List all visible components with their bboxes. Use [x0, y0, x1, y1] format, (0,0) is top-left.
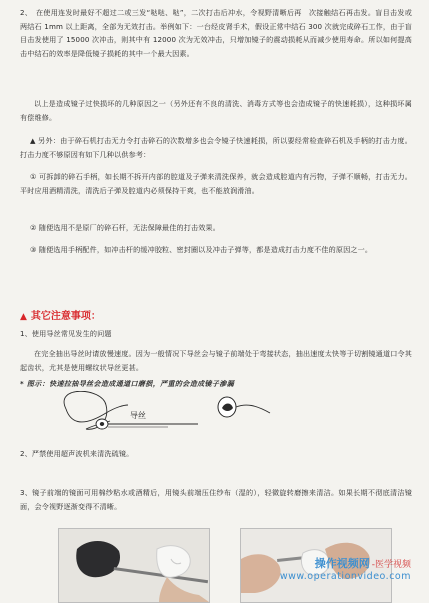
item3-text: 3、镜子前端的镜面可用棉纱粘水或酒精后，用镜头前端压住纱布（湿的），轻微旋转磨擦来清洁。如果长期不彻底清洁镜面，会令视野逐渐变得不清晰。 — [20, 488, 412, 511]
section-heading-other-precautions — [20, 307, 101, 322]
guidewire-diagram — [58, 391, 208, 453]
paragraph-burst-firing: 2、 在使用连发时最好不超过二或三发“哒哒、哒”，二次打击后冲水，令视野清晰后再 次接触结石再击发。盲目击发或两结石 1mm 以上距离，全部为无效打击。举例如下：一台经皮肾手术，假设正常中结石 300 次就完成碎石工作，由于盲目击发使用了 15000 次冲击，则其中有 12000 次为无效冲击，只增加镜子的震动损耗从而减少使用寿命。所以如何提高击中结石的效率是降低镜子损耗的其中一个最大因素。 — [20, 8, 412, 58]
figure-caption: * 图示：快速拉抽导丝会造成通道口磨损，严重的会造成镜子渗漏 — [20, 380, 235, 388]
watermark-url: www.operationvideo.com — [279, 571, 411, 582]
list-item-handpiece-cleaning: ① 可拆卸的碎石手柄，如长期不拆开内部的腔道及子弹来清洗保养，就会造成腔道内有污物，子弹不顺畅，打击无力。平时应用酒精清洗，清洗后子弹及腔道内必须保持干爽，也不能放润滑油。 — [20, 172, 412, 195]
section-title-text: 其它注意事项： — [30, 311, 101, 322]
item1-body: 在完全抽出导丝时请放慢速度。因为一般情况下导丝会与镜子前端处于弯接状态，抽出速度太快等于切割镜通道口令其起齿状，尤其是使用螺纹状导丝更甚。 — [20, 349, 412, 372]
watermark-brand-text: 操作视频网 — [314, 557, 370, 570]
triangle-icon: ▲ — [20, 312, 27, 322]
scope-tip-diagram — [212, 392, 282, 432]
item1-heading: 1、使用导丝常见发生的问题 — [20, 329, 112, 338]
item2-text: 2、严禁使用超声波机来清洗硫镜。 — [20, 449, 134, 458]
paragraph-summary: 以上是造成镜子过快损坏的几种原因之一（另外还有不良的清洗、消毒方式等也会造成镜子的快速耗损），这种损坏属有偿维修。 — [20, 99, 412, 122]
cleaning-photo-1-image — [59, 529, 209, 602]
list-item-non-original-probe: ② 随便选用不是原厂的碎石杆，无法保障最佳的打击效果。 — [30, 223, 221, 232]
watermark-sub: -医学视频 — [371, 560, 411, 570]
watermark — [280, 555, 411, 582]
guidewire-label: 导丝 — [130, 411, 146, 420]
list-item-handpiece-parts: ③ 随便选用手柄配件，如冲击杆的缓冲胶粒、密封圈以及冲击子弹等，都是造成打击力度不佳的原因之一。 — [30, 245, 373, 254]
cleaning-photo-1 — [58, 528, 210, 603]
paragraph-impact-force: ▲ 另外：由于碎石机打击无力令打击碎石的次数增多也会令镜子快速耗损，所以要经常检查碎石机及手柄的打击力度。打击力度不够原因有如下几种以供参考： — [20, 136, 412, 159]
watermark-brand — [280, 555, 411, 571]
